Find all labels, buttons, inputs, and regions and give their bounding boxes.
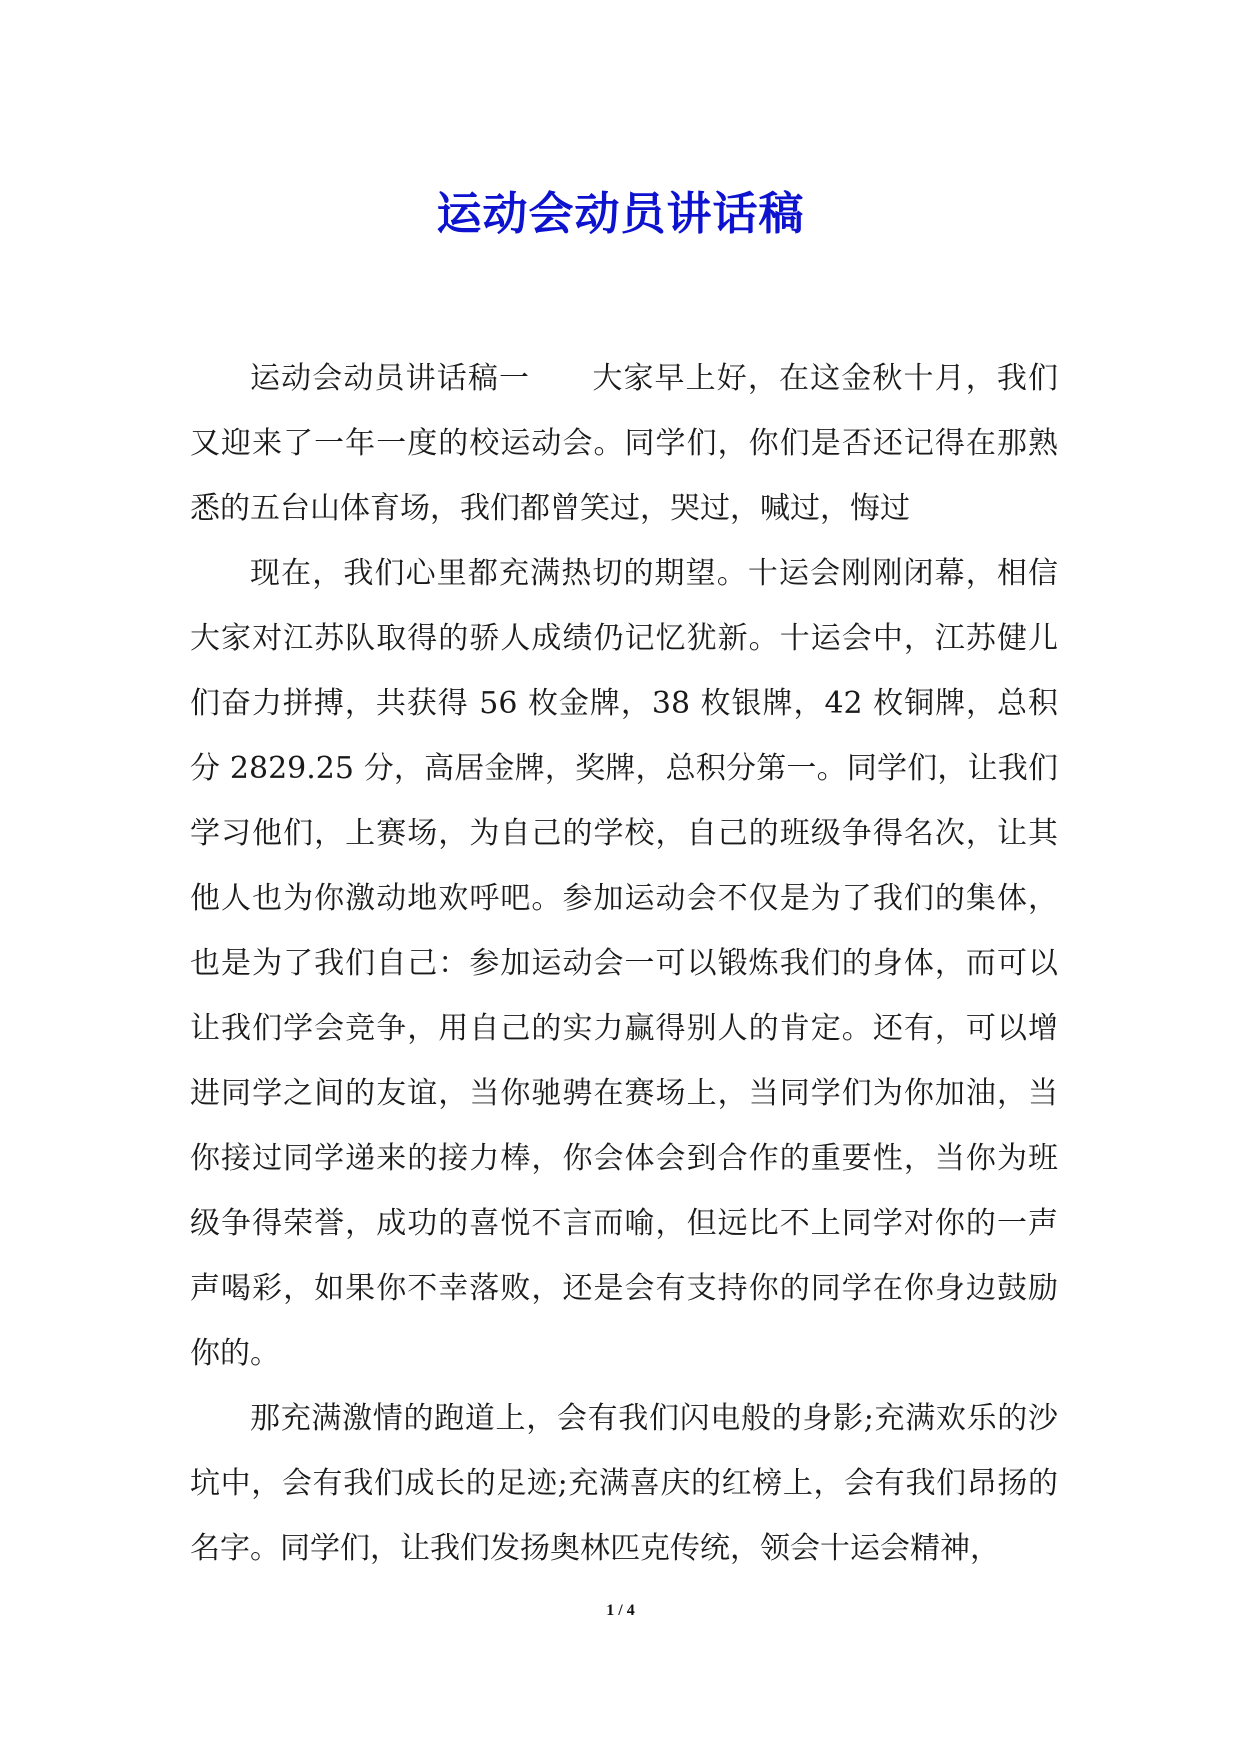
- paragraph-2: 现在，我们心里都充满热切的期望。十运会刚刚闭幕，相信大家对江苏队取得的骄人成绩仍记忆犹新。十运会中，江苏健儿们奋力拼搏，共获得 56 枚金牌，38 枚银牌，42 枚铜牌，总积分 2829.25 分，高居金牌，奖牌，总积分第一。同学们，让我们学习他们，上赛场，为自己的学校，自己的班级争得名次，让其他人也为你激动地欢呼吧。参加运动会不仅是为了我们的集体，也是为了我们自己：参加运动会一可以锻炼我们的身体，而可以让我们学会竞争，用自己的实力赢得别人的肯定。还有，可以增进同学之间的友谊，当你驰骋在赛场上，当同学们为你加油，当你接过同学递来的接力棒，你会体会到合作的重要性，当你为班级争得荣誉，成功的喜悦不言而喻，但远比不上同学对你的一声声喝彩，如果你不幸落败，还是会有支持你的同学在你身边鼓励你的。: [190, 556, 1058, 1371]
- paragraph-1: 运动会动员讲话稿一 大家早上好，在这金秋十月，我们又迎来了一年一度的校运动会。同学们，你们是否还记得在那熟悉的五台山体育场，我们都曾笑过，哭过，喊过，悔过: [190, 361, 1058, 526]
- page-number: 1 / 4: [606, 1602, 635, 1619]
- document-body: [190, 346, 1058, 1581]
- paragraph-3: 那充满激情的跑道上，会有我们闪电般的身影;充满欢乐的沙坑中，会有我们成长的足迹;充满喜庆的红榜上，会有我们昂扬的名字。同学们，让我们发扬奥林匹克传统，领会十运会精神，: [190, 1401, 1058, 1566]
- document-title: 运动会动员讲话稿: [436, 187, 805, 241]
